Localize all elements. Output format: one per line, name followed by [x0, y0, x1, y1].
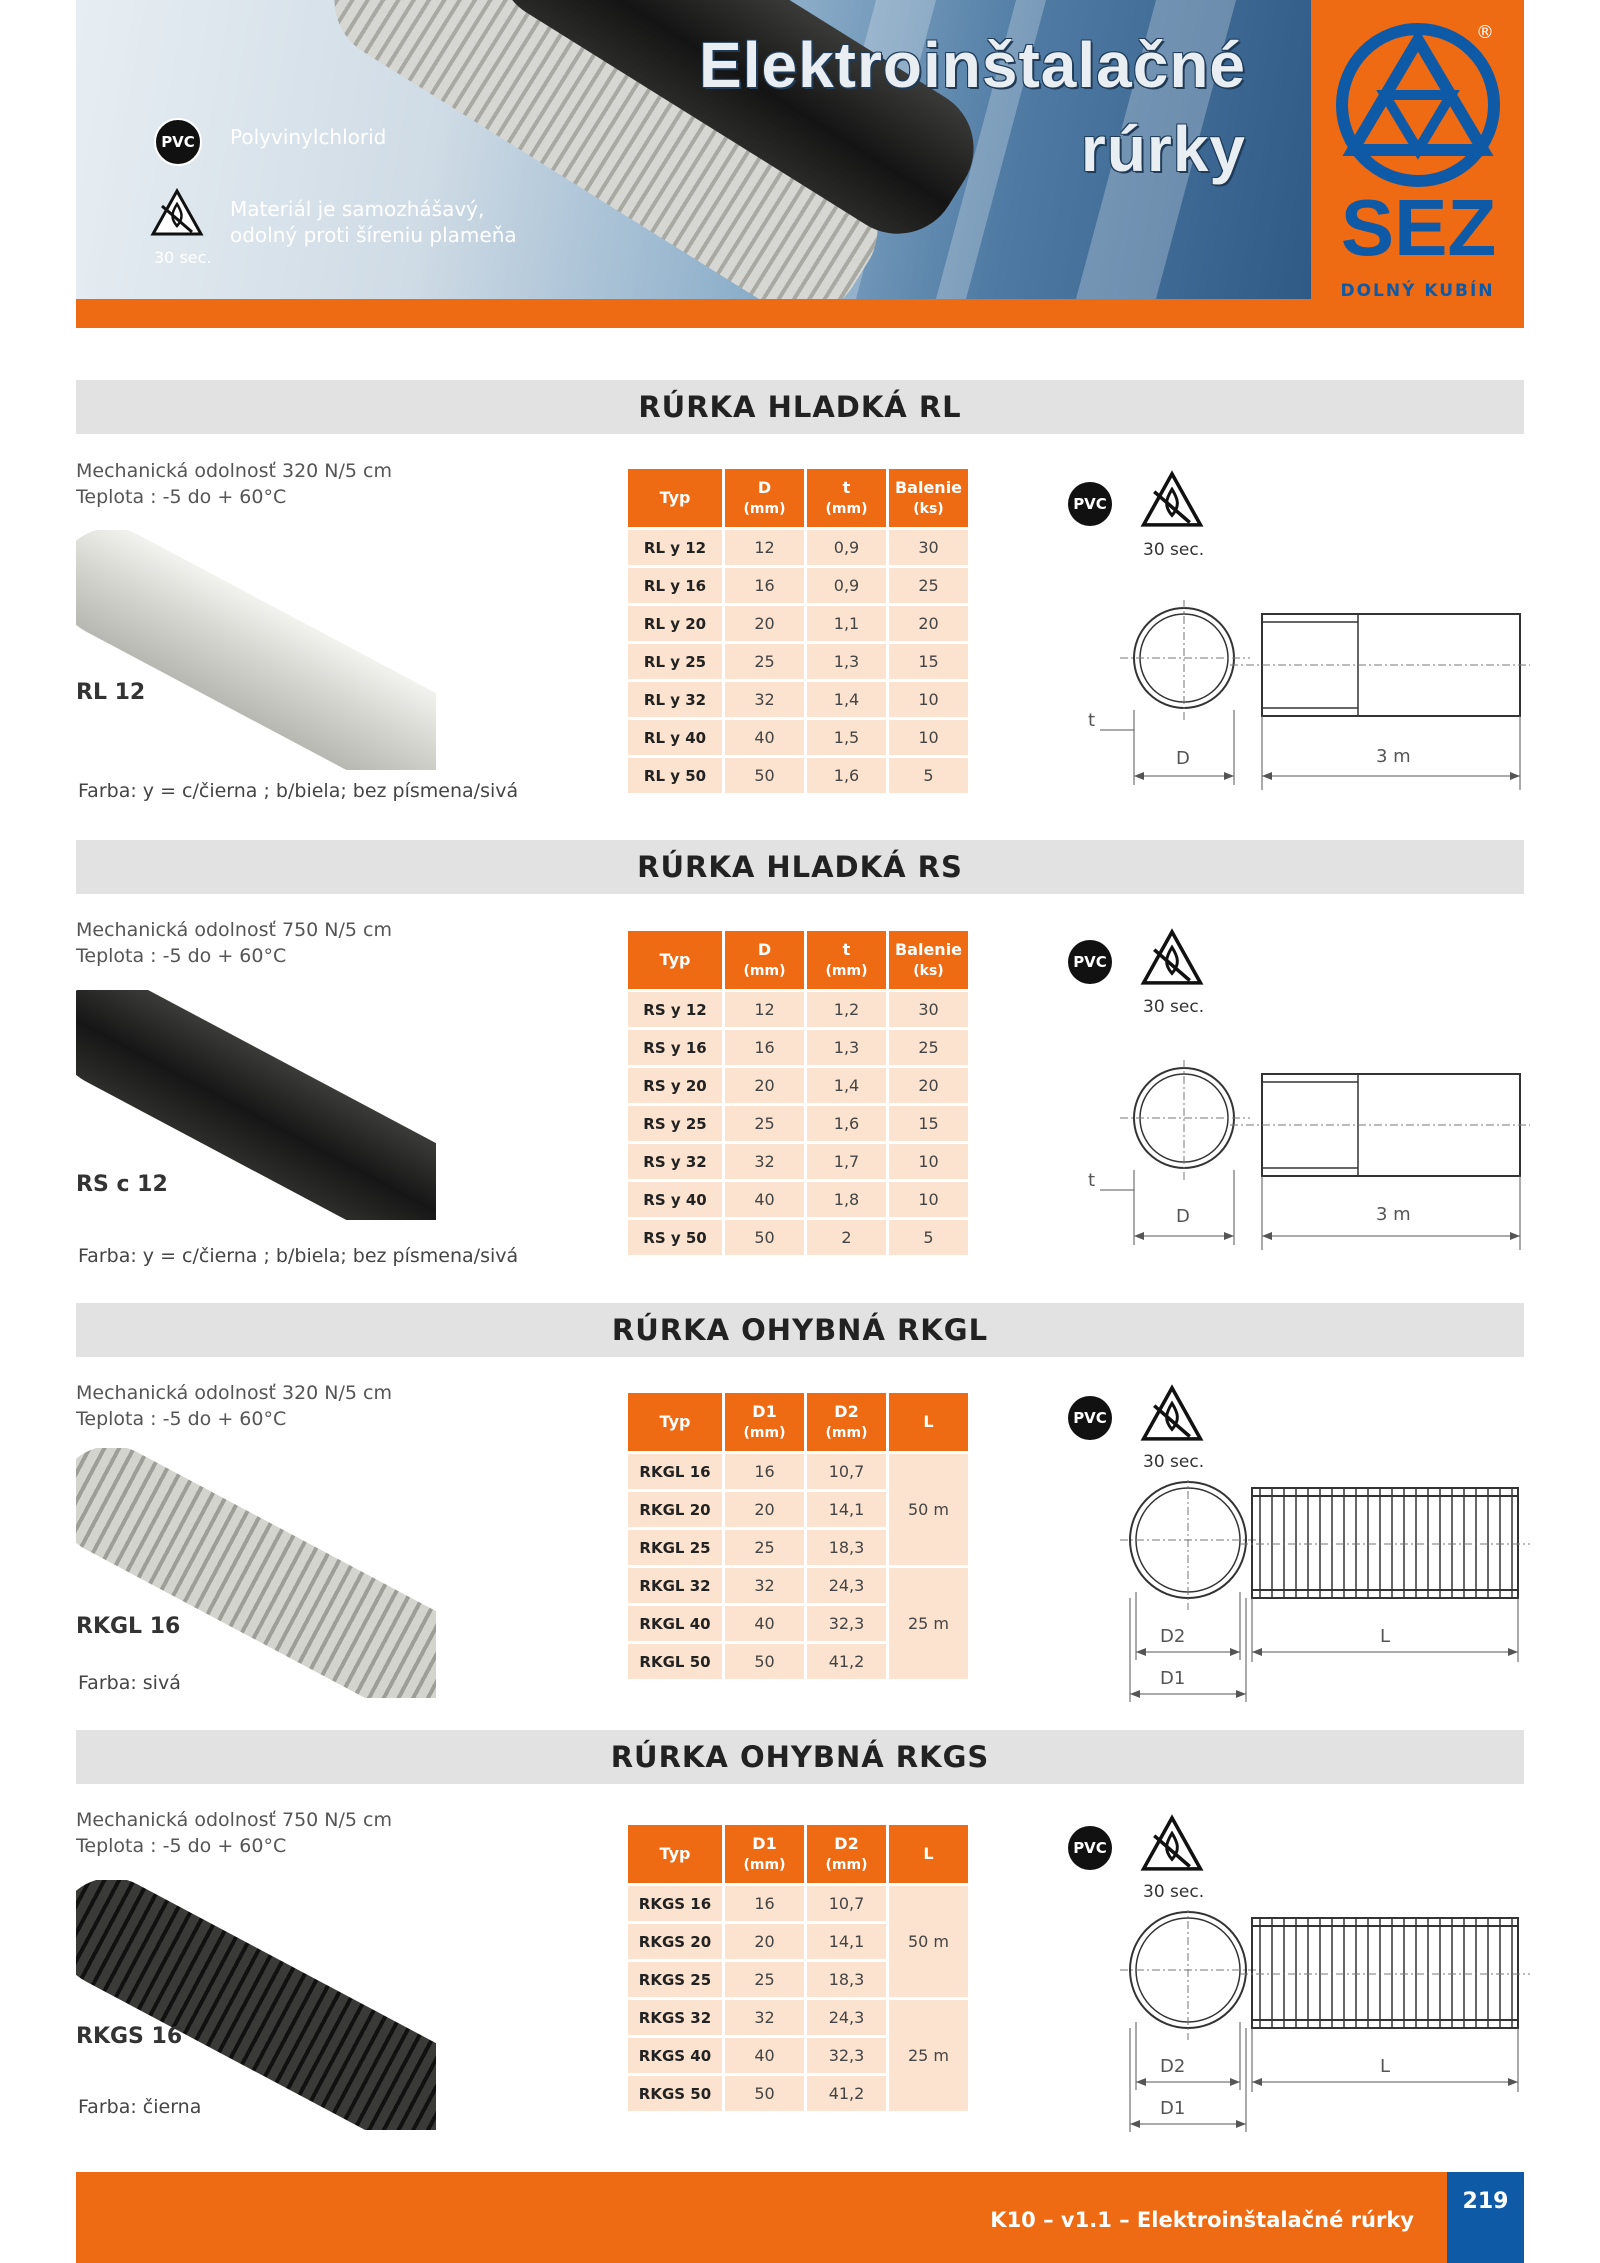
table-row: RS y 50 50 2 5: [628, 1220, 968, 1255]
col-d2: D2 (mm): [807, 1393, 886, 1451]
table-row: RL y 20 20 1,1 20: [628, 606, 968, 641]
table-row: RKGS 32 32 24,3 25 m: [628, 2000, 968, 2035]
temperature: Teplota : -5 do + 60°C: [76, 945, 287, 967]
footer-text: K10 – v1.1 – Elektroinštalačné rúrky: [990, 2208, 1414, 2232]
spec-table-rs: [625, 928, 971, 1258]
col-typ: Typ: [628, 1825, 722, 1883]
pipe-drawing-smooth: [1080, 600, 1530, 800]
fire-description-2: odolný proti šíreniu plameňa: [230, 223, 517, 247]
section-title-rkgs: RÚRKA OHYBNÁ RKGS: [76, 1730, 1524, 1784]
fire-seconds: 30 sec.: [154, 248, 212, 267]
dim-length: L: [1380, 1626, 1391, 1647]
mech-resistance: Mechanická odolnosť 320 N/5 cm: [76, 460, 392, 482]
table-row: RS y 40 40 1,8 10: [628, 1182, 968, 1217]
table-row: RL y 16 16 0,9 25: [628, 568, 968, 603]
table-row: RKGS 16 16 10,7 50 m: [628, 1886, 968, 1921]
col-balenie: Balenie (ks): [889, 931, 968, 989]
section-title-rkgl: RÚRKA OHYBNÁ RKGL: [76, 1303, 1524, 1357]
dim-length: 3 m: [1376, 1204, 1411, 1225]
dim-d1: D1: [1160, 1668, 1186, 1689]
col-d: D (mm): [725, 931, 804, 989]
col-d1: D1 (mm): [725, 1825, 804, 1883]
table-row: RKGL 50 50 41,2: [628, 1644, 968, 1679]
model-label: RKGL 16: [76, 1614, 181, 1639]
col-typ: Typ: [628, 469, 722, 527]
dim-d2: D2: [1160, 1626, 1186, 1647]
pvc-description: Polyvinylchlorid: [230, 125, 387, 149]
temperature: Teplota : -5 do + 60°C: [76, 486, 287, 508]
dim-length: L: [1380, 2056, 1391, 2077]
pvc-badge: PVC: [1068, 1826, 1112, 1870]
dim-d: D: [1176, 1206, 1190, 1227]
footer-bar: [76, 2172, 1524, 2263]
model-label: RS c 12: [76, 1172, 168, 1197]
product-photo-rkgs: [76, 1880, 436, 2130]
col-typ: Typ: [628, 931, 722, 989]
fire-triangle-icon: [1140, 928, 1204, 988]
table-row: RS y 16 16 1,3 25: [628, 1030, 968, 1065]
col-l: L: [889, 1393, 968, 1451]
table-row: RL y 12 12 0,9 30: [628, 530, 968, 565]
header-banner: [76, 0, 1524, 328]
dim-d: D: [1176, 748, 1190, 769]
table-row: RL y 32 32 1,4 10: [628, 682, 968, 717]
dim-length: 3 m: [1376, 746, 1411, 767]
table-row: RKGL 25 25 18,3: [628, 1530, 968, 1565]
mech-resistance: Mechanická odolnosť 320 N/5 cm: [76, 1382, 392, 1404]
color-note: Farba: čierna: [78, 2096, 202, 2118]
pvc-badge: PVC: [1068, 482, 1112, 526]
mech-resistance: Mechanická odolnosť 750 N/5 cm: [76, 1809, 392, 1831]
pvc-badge: PVC: [1068, 940, 1112, 984]
table-row: RS y 32 32 1,7 10: [628, 1144, 968, 1179]
col-t: t (mm): [807, 469, 886, 527]
sez-logo-icon: [1333, 20, 1503, 190]
spec-table-rkgl: [625, 1390, 971, 1682]
model-label: RKGS 16: [76, 2024, 183, 2049]
table-row: RKGS 20 20 14,1: [628, 1924, 968, 1959]
pvc-badge: PVC: [1068, 1396, 1112, 1440]
table-row: RKGL 20 20 14,1: [628, 1492, 968, 1527]
table-row: RS y 20 20 1,4 20: [628, 1068, 968, 1103]
spec-table-rkgs: [625, 1822, 971, 2114]
mech-resistance: Mechanická odolnosť 750 N/5 cm: [76, 919, 392, 941]
sez-logo: [1311, 0, 1524, 299]
temperature: Teplota : -5 do + 60°C: [76, 1408, 287, 1430]
table-row: RS y 25 25 1,6 15: [628, 1106, 968, 1141]
product-photo-rl: [76, 530, 436, 770]
col-typ: Typ: [628, 1393, 722, 1451]
fire-description-1: Materiál je samozhášavý,: [230, 197, 485, 221]
spec-table-rl: [625, 466, 971, 796]
table-row: RKGS 50 50 41,2: [628, 2076, 968, 2111]
page-title-line1: Elektroinštalačné: [699, 29, 1246, 101]
section-title-rs: RÚRKA HLADKÁ RS: [76, 840, 1524, 894]
color-note: Farba: y = c/čierna ; b/biela; bez písmena/sivá: [78, 1245, 519, 1267]
fire-seconds: 30 sec.: [1143, 1882, 1205, 1902]
logo-text: SEZ: [1340, 183, 1497, 272]
table-row: RKGL 40 40 32,3: [628, 1606, 968, 1641]
col-balenie: Balenie (ks): [889, 469, 968, 527]
table-row: RKGL 32 32 24,3 25 m: [628, 1568, 968, 1603]
temperature: Teplota : -5 do + 60°C: [76, 1835, 287, 1857]
dim-d1: D1: [1160, 2098, 1186, 2119]
color-note: Farba: y = c/čierna ; b/biela; bez písmena/sivá: [78, 780, 519, 802]
table-row: RKGL 16 16 10,7 50 m: [628, 1454, 968, 1489]
section-title-rl: RÚRKA HLADKÁ RL: [76, 380, 1524, 434]
registered-mark: ®: [1476, 22, 1494, 43]
page-number: 219: [1447, 2172, 1524, 2263]
pvc-badge: PVC: [154, 118, 202, 166]
model-label: RL 12: [76, 680, 146, 705]
col-l: L: [889, 1825, 968, 1883]
page-title-line2: rúrky: [1080, 113, 1246, 185]
fire-seconds: 30 sec.: [1143, 540, 1205, 560]
col-t: t (mm): [807, 931, 886, 989]
logo-subtitle: DOLNÝ KUBÍN: [1340, 281, 1495, 301]
product-photo-rkgl: [76, 1448, 436, 1698]
dim-t: t: [1088, 1170, 1096, 1191]
col-d2: D2 (mm): [807, 1825, 886, 1883]
table-row: RL y 25 25 1,3 15: [628, 644, 968, 679]
fire-triangle-icon: [1140, 1814, 1204, 1874]
pipe-drawing-smooth: [1080, 1060, 1530, 1260]
table-row: RS y 12 12 1,2 30: [628, 992, 968, 1027]
fire-triangle-icon: [1140, 470, 1204, 530]
fire-triangle-icon: [150, 188, 204, 238]
table-row: RL y 50 50 1,6 5: [628, 758, 968, 793]
table-row: RKGS 40 40 32,3: [628, 2038, 968, 2073]
col-d1: D1 (mm): [725, 1393, 804, 1451]
color-note: Farba: sivá: [78, 1672, 181, 1694]
table-row: RKGS 25 25 18,3: [628, 1962, 968, 1997]
fire-seconds: 30 sec.: [1143, 1452, 1205, 1472]
banner-photo: [76, 0, 1311, 299]
fire-triangle-icon: [1140, 1384, 1204, 1444]
fire-seconds: 30 sec.: [1143, 997, 1205, 1017]
col-d: D (mm): [725, 469, 804, 527]
dim-t: t: [1088, 710, 1096, 731]
dim-d2: D2: [1160, 2056, 1186, 2077]
table-row: RL y 40 40 1,5 10: [628, 720, 968, 755]
